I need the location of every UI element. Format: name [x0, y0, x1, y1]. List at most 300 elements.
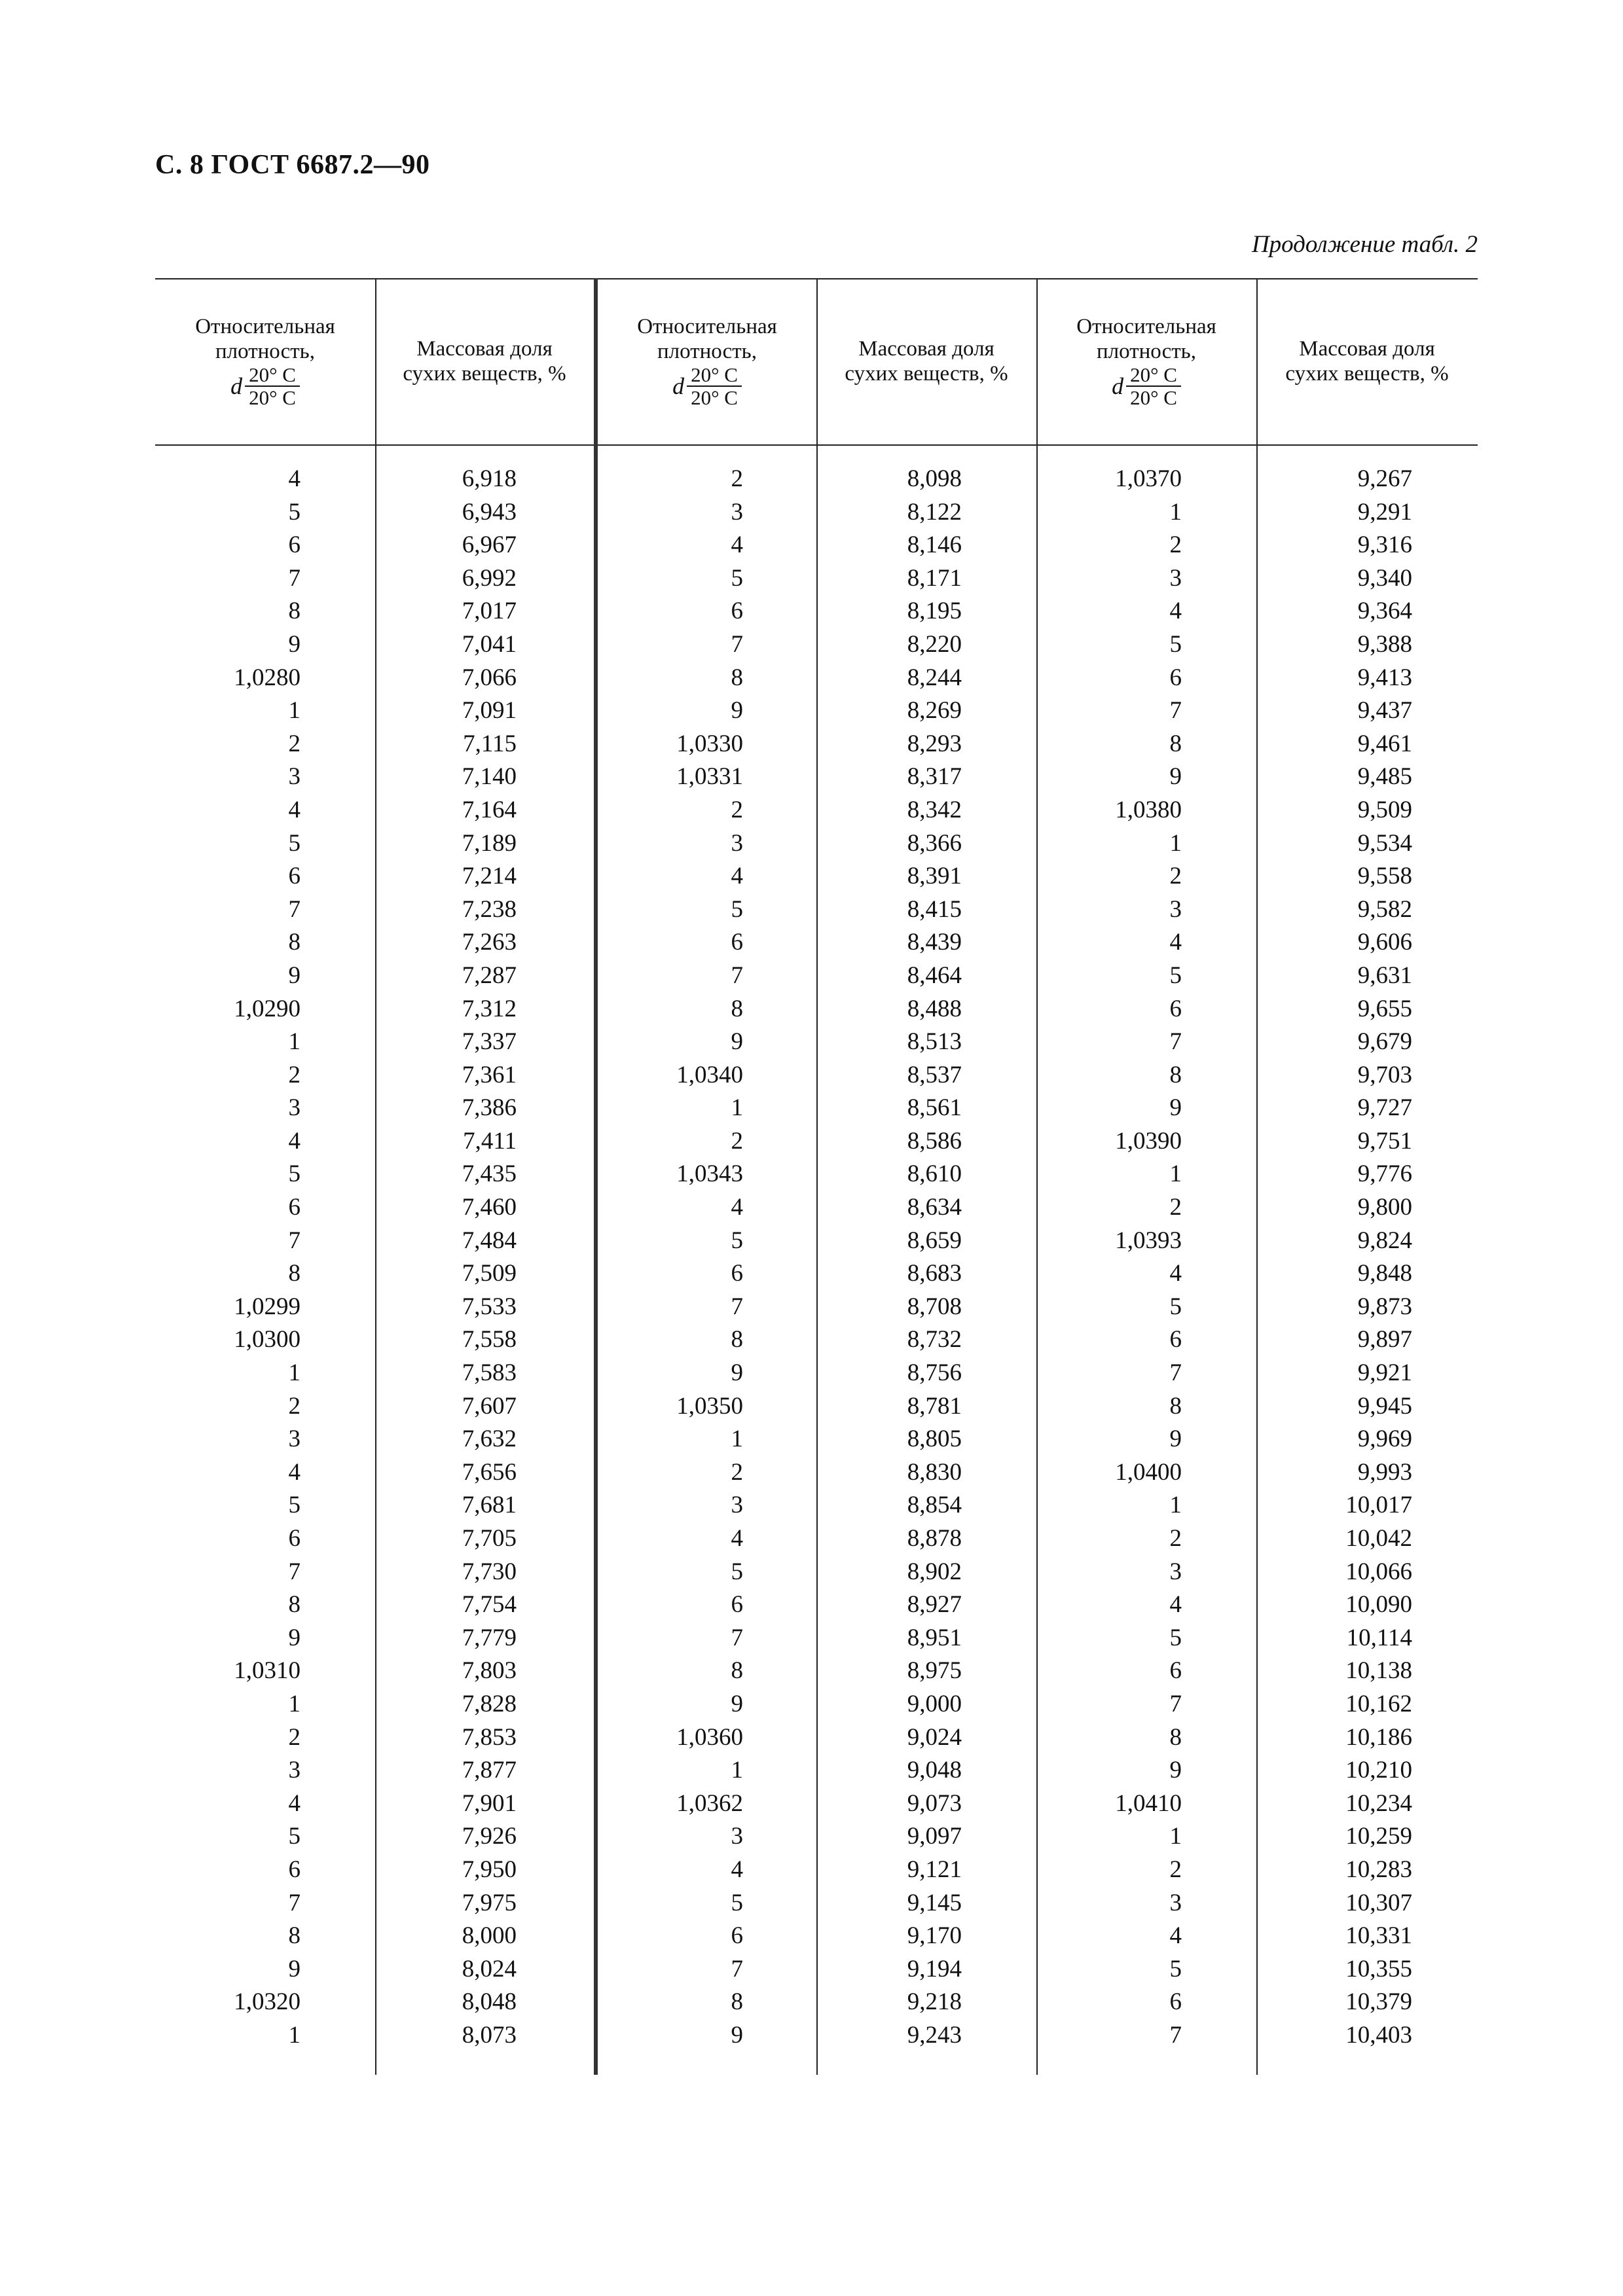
density-cell: 8 [288, 929, 301, 956]
density-cell: 5 [1169, 1955, 1182, 1982]
density-cell: 7 [731, 961, 743, 989]
mass-cell: 7,632 [462, 1426, 517, 1453]
density-cell: 5 [731, 1558, 743, 1585]
mass-cell: 9,461 [1357, 730, 1412, 757]
density-column-1 [155, 463, 301, 2053]
density-cell: 1,0362 [676, 1789, 743, 1817]
density-cell: 6 [1169, 995, 1182, 1022]
mass-cell: 8,659 [907, 1227, 962, 1254]
density-cell: 9 [1169, 1757, 1182, 1784]
density-cell: 2 [1169, 1525, 1182, 1552]
mass-cell: 7,361 [462, 1061, 517, 1088]
header-density-2 [598, 278, 816, 444]
mass-cell: 9,655 [1357, 995, 1412, 1022]
mass-cell: 8,317 [907, 763, 962, 791]
density-cell: 1,0331 [676, 763, 743, 791]
density-cell: 6 [1169, 1657, 1182, 1685]
density-cell: 1 [288, 1028, 301, 1056]
density-cell: 1,0380 [1115, 796, 1182, 823]
mass-cell: 7,877 [462, 1757, 517, 1784]
mass-cell: 8,269 [907, 697, 962, 725]
mass-cell: 8,195 [907, 598, 962, 625]
density-cell: 4 [731, 1525, 743, 1552]
density-cell: 3 [1169, 1558, 1182, 1585]
mass-cell: 10,331 [1345, 1922, 1412, 1950]
density-cell: 4 [1169, 1922, 1182, 1950]
mass-cell: 9,145 [907, 1889, 962, 1916]
density-cell: 3 [731, 829, 743, 857]
mass-cell: 8,878 [907, 1525, 962, 1552]
density-cell: 5 [288, 1492, 301, 1519]
header-density-1 [155, 278, 375, 444]
density-cell: 5 [1169, 1293, 1182, 1320]
mass-cell: 7,189 [462, 829, 517, 857]
mass-cell: 9,316 [1357, 531, 1412, 559]
mass-cell: 7,975 [462, 1889, 517, 1916]
mass-cell: 7,263 [462, 929, 517, 956]
density-cell: 6 [288, 1194, 301, 1221]
mass-cell: 9,170 [907, 1922, 962, 1950]
mass-cell: 8,805 [907, 1426, 962, 1453]
mass-cell: 9,945 [1357, 1392, 1412, 1420]
density-cell: 1 [1169, 1823, 1182, 1850]
density-symbol [230, 364, 300, 408]
mass-cell: 8,951 [907, 1624, 962, 1651]
density-cell: 1 [1169, 829, 1182, 857]
density-cell: 7 [288, 1889, 301, 1916]
density-cell: 8 [731, 1988, 743, 2016]
density-cell: 7 [288, 1558, 301, 1585]
mass-cell: 7,730 [462, 1558, 517, 1585]
density-cell: 3 [1169, 564, 1182, 592]
density-cell: 3 [1169, 895, 1182, 923]
density-cell: 2 [731, 796, 743, 823]
fraction-denominator: 20° C [249, 386, 296, 409]
density-cell: 5 [1169, 961, 1182, 989]
mass-cell: 9,000 [907, 1690, 962, 1717]
header-density-label: Относительная [637, 315, 777, 338]
mass-cell: 9,218 [907, 1988, 962, 2016]
density-cell: 5 [1169, 630, 1182, 658]
density-cell: 1 [288, 697, 301, 725]
density-cell: 4 [288, 796, 301, 823]
density-cell: 1,0299 [234, 1293, 301, 1320]
mass-cell: 8,464 [907, 961, 962, 989]
mass-cell: 9,388 [1357, 630, 1412, 658]
mass-cell: 9,413 [1357, 664, 1412, 691]
mass-cell: 7,583 [462, 1359, 517, 1387]
mass-cell: 8,683 [907, 1260, 962, 1287]
density-cell: 9 [731, 2021, 743, 2049]
mass-cell: 9,509 [1357, 796, 1412, 823]
density-cell: 5 [731, 564, 743, 592]
mass-cell: 7,656 [462, 1458, 517, 1486]
density-cell: 2 [1169, 863, 1182, 890]
density-cell: 7 [1169, 2021, 1182, 2049]
mass-cell: 8,220 [907, 630, 962, 658]
mass-cell: 8,439 [907, 929, 962, 956]
table-caption: Продолжение табл. 2 [1251, 231, 1478, 258]
header-mass-label: Массовая доля [416, 337, 553, 361]
mass-cell: 9,121 [907, 1856, 962, 1883]
mass-cell: 7,779 [462, 1624, 517, 1651]
mass-cell: 7,853 [462, 1723, 517, 1751]
mass-cell: 8,634 [907, 1194, 962, 1221]
mass-cell: 6,943 [462, 498, 517, 526]
density-cell: 3 [288, 1426, 301, 1453]
mass-column-1 [375, 463, 517, 2053]
density-cell: 1,0340 [676, 1061, 743, 1088]
mass-cell: 8,830 [907, 1458, 962, 1486]
density-cell: 9 [1169, 1426, 1182, 1453]
mass-cell: 7,041 [462, 630, 517, 658]
mass-cell: 7,337 [462, 1028, 517, 1056]
mass-cell: 9,679 [1357, 1028, 1412, 1056]
mass-cell: 8,537 [907, 1061, 962, 1088]
mass-cell: 7,926 [462, 1823, 517, 1850]
mass-cell: 7,705 [462, 1525, 517, 1552]
mass-cell: 9,776 [1357, 1160, 1412, 1188]
mass-cell: 9,897 [1357, 1326, 1412, 1354]
density-cell: 7 [731, 630, 743, 658]
fraction-numerator: 20° C [1126, 364, 1181, 387]
fraction-numerator: 20° C [687, 364, 742, 387]
density-cell: 5 [731, 1889, 743, 1916]
density-cell: 6 [1169, 664, 1182, 691]
mass-cell: 7,411 [463, 1127, 517, 1155]
density-cell: 5 [288, 498, 301, 526]
mass-cell: 7,435 [462, 1160, 517, 1188]
density-cell: 5 [288, 829, 301, 857]
density-cell: 1,0370 [1115, 465, 1182, 492]
mass-cell: 8,171 [907, 564, 962, 592]
mass-cell: 7,484 [462, 1227, 517, 1254]
mass-cell: 6,992 [462, 564, 517, 592]
mass-cell: 8,293 [907, 730, 962, 757]
density-cell: 8 [731, 1657, 743, 1685]
mass-cell: 8,561 [907, 1094, 962, 1122]
density-cell: 6 [731, 1260, 743, 1287]
density-cell: 7 [1169, 1359, 1182, 1387]
header-density-label: Относительная [1076, 315, 1216, 338]
mass-cell: 8,366 [907, 829, 962, 857]
density-cell: 7 [731, 1293, 743, 1320]
header-mass-2 [816, 278, 1036, 444]
header-mass-label: сухих веществ, % [403, 362, 566, 386]
mass-cell: 7,386 [462, 1094, 517, 1122]
header-density-label: плотность, [215, 340, 315, 363]
mass-cell: 9,097 [907, 1823, 962, 1850]
mass-cell: 7,164 [462, 796, 517, 823]
density-cell: 9 [288, 630, 301, 658]
density-cell: 1,0330 [676, 730, 743, 757]
density-cell: 1 [731, 1094, 743, 1122]
fraction-denominator: 20° C [1130, 386, 1177, 409]
mass-cell: 8,024 [462, 1955, 517, 1982]
fraction-denominator: 20° C [691, 386, 738, 409]
density-cell: 9 [1169, 763, 1182, 791]
mass-cell: 8,000 [462, 1922, 517, 1950]
mass-cell: 9,582 [1357, 895, 1412, 923]
density-cell: 7 [1169, 1028, 1182, 1056]
density-cell: 1 [731, 1757, 743, 1784]
mass-cell: 7,533 [462, 1293, 517, 1320]
density-cell: 9 [288, 1624, 301, 1651]
density-cell: 6 [1169, 1326, 1182, 1354]
density-cell: 9 [1169, 1094, 1182, 1122]
density-cell: 7 [1169, 1690, 1182, 1717]
mass-cell: 10,017 [1345, 1492, 1412, 1519]
density-cell: 7 [288, 564, 301, 592]
mass-cell: 8,342 [907, 796, 962, 823]
density-cell: 8 [288, 1591, 301, 1619]
mass-cell: 7,558 [462, 1326, 517, 1354]
header-density-3 [1036, 278, 1256, 444]
density-cell: 8 [731, 664, 743, 691]
density-cell: 1,0290 [234, 995, 301, 1022]
fraction-numerator: 20° C [245, 364, 300, 387]
mass-cell: 10,090 [1345, 1591, 1412, 1619]
mass-cell: 6,918 [462, 465, 517, 492]
mass-cell: 6,967 [462, 531, 517, 559]
mass-column-2 [816, 463, 962, 2053]
density-cell: 3 [731, 1823, 743, 1850]
mass-cell: 9,048 [907, 1757, 962, 1784]
density-table [155, 278, 1478, 2075]
density-cell: 4 [731, 531, 743, 559]
density-cell: 1,0350 [676, 1392, 743, 1420]
density-cell: 1,0393 [1115, 1227, 1182, 1254]
mass-cell: 7,017 [462, 598, 517, 625]
header-mass-label: Массовая доля [858, 337, 994, 361]
mass-cell: 10,162 [1345, 1690, 1412, 1717]
density-cell: 2 [288, 1723, 301, 1751]
density-cell: 7 [731, 1624, 743, 1651]
density-cell: 9 [731, 1359, 743, 1387]
density-cell: 4 [1169, 1591, 1182, 1619]
mass-column-3 [1256, 463, 1412, 2053]
mass-cell: 9,024 [907, 1723, 962, 1751]
density-cell: 2 [731, 1127, 743, 1155]
mass-cell: 9,824 [1357, 1227, 1412, 1254]
mass-cell: 9,993 [1357, 1458, 1412, 1486]
density-cell: 2 [288, 1061, 301, 1088]
density-cell: 5 [731, 1227, 743, 1254]
density-cell: 6 [731, 929, 743, 956]
density-cell: 4 [731, 1194, 743, 1221]
mass-cell: 10,138 [1345, 1657, 1412, 1685]
header-density-label: плотность, [1097, 340, 1196, 363]
density-cell: 5 [288, 1823, 301, 1850]
mass-cell: 9,727 [1357, 1094, 1412, 1122]
density-cell: 4 [731, 1856, 743, 1883]
mass-cell: 8,244 [907, 664, 962, 691]
header-mass-label: Массовая доля [1299, 337, 1435, 361]
density-cell: 1 [731, 1426, 743, 1453]
header-density-label: плотность, [657, 340, 757, 363]
mass-cell: 7,140 [462, 763, 517, 791]
density-cell: 1,0280 [234, 664, 301, 691]
mass-cell: 7,803 [462, 1657, 517, 1685]
density-cell: 1 [288, 1690, 301, 1717]
density-cell: 1,0400 [1115, 1458, 1182, 1486]
density-cell: 1 [1169, 498, 1182, 526]
density-column-3 [1036, 463, 1182, 2053]
density-symbol [672, 364, 742, 408]
mass-cell: 8,098 [907, 465, 962, 492]
mass-cell: 8,122 [907, 498, 962, 526]
density-cell: 3 [288, 763, 301, 791]
mass-cell: 7,509 [462, 1260, 517, 1287]
density-symbol [1112, 364, 1181, 408]
mass-cell: 10,403 [1345, 2021, 1412, 2049]
density-cell: 6 [288, 1525, 301, 1552]
mass-cell: 8,391 [907, 863, 962, 890]
mass-cell: 8,073 [462, 2021, 517, 2049]
header-mass-1 [375, 278, 594, 444]
density-cell: 1 [1169, 1160, 1182, 1188]
density-cell: 4 [288, 1127, 301, 1155]
mass-cell: 7,950 [462, 1856, 517, 1883]
mass-cell: 9,606 [1357, 929, 1412, 956]
mass-cell: 10,259 [1345, 1823, 1412, 1850]
mass-cell: 7,214 [462, 863, 517, 890]
density-cell: 1,0410 [1115, 1789, 1182, 1817]
mass-cell: 9,243 [907, 2021, 962, 2049]
density-cell: 9 [288, 1955, 301, 1982]
mass-cell: 8,756 [907, 1359, 962, 1387]
density-cell: 4 [288, 465, 301, 492]
density-cell: 4 [1169, 598, 1182, 625]
density-cell: 4 [1169, 929, 1182, 956]
mass-cell: 10,066 [1345, 1558, 1412, 1585]
mass-cell: 9,703 [1357, 1061, 1412, 1088]
density-cell: 2 [288, 1392, 301, 1420]
mass-cell: 10,210 [1345, 1757, 1412, 1784]
mass-cell: 8,927 [907, 1591, 962, 1619]
header-density-label: Относительная [195, 315, 335, 338]
mass-cell: 9,340 [1357, 564, 1412, 592]
mass-cell: 10,379 [1345, 1988, 1412, 2016]
density-cell: 2 [1169, 1194, 1182, 1221]
mass-cell: 8,610 [907, 1160, 962, 1188]
density-symbol-letter: d [230, 373, 243, 399]
temperature-fraction [687, 364, 742, 408]
density-column-2 [598, 463, 743, 2053]
mass-cell: 9,751 [1357, 1127, 1412, 1155]
mass-cell: 8,708 [907, 1293, 962, 1320]
mass-cell: 7,312 [462, 995, 517, 1022]
density-cell: 3 [288, 1094, 301, 1122]
mass-cell: 10,307 [1345, 1889, 1412, 1916]
mass-cell: 7,066 [462, 664, 517, 691]
density-cell: 9 [288, 961, 301, 989]
mass-cell: 8,513 [907, 1028, 962, 1056]
density-cell: 2 [731, 465, 743, 492]
mass-cell: 8,975 [907, 1657, 962, 1685]
mass-cell: 9,437 [1357, 697, 1412, 725]
density-cell: 3 [731, 498, 743, 526]
mass-cell: 8,854 [907, 1492, 962, 1519]
mass-cell: 9,969 [1357, 1426, 1412, 1453]
density-cell: 4 [731, 863, 743, 890]
mass-cell: 9,194 [907, 1955, 962, 1982]
mass-cell: 8,781 [907, 1392, 962, 1420]
mass-cell: 9,848 [1357, 1260, 1412, 1287]
density-cell: 6 [1169, 1988, 1182, 2016]
density-cell: 5 [288, 1160, 301, 1188]
mass-cell: 7,681 [462, 1492, 517, 1519]
mass-cell: 10,042 [1345, 1525, 1412, 1552]
mass-cell: 7,754 [462, 1591, 517, 1619]
density-cell: 1,0300 [234, 1326, 301, 1354]
mass-cell: 9,631 [1357, 961, 1412, 989]
mass-cell: 7,607 [462, 1392, 517, 1420]
density-cell: 8 [1169, 1723, 1182, 1751]
density-cell: 8 [288, 1260, 301, 1287]
density-cell: 1,0360 [676, 1723, 743, 1751]
mass-cell: 9,485 [1357, 763, 1412, 791]
mass-cell: 9,921 [1357, 1359, 1412, 1387]
density-cell: 4 [1169, 1260, 1182, 1287]
density-cell: 2 [731, 1458, 743, 1486]
mass-cell: 9,534 [1357, 829, 1412, 857]
mass-cell: 9,267 [1357, 465, 1412, 492]
density-cell: 3 [731, 1492, 743, 1519]
mass-cell: 7,091 [462, 697, 517, 725]
density-cell: 8 [288, 1922, 301, 1950]
temperature-fraction [1126, 364, 1181, 408]
mass-cell: 7,901 [462, 1789, 517, 1817]
density-cell: 2 [1169, 1856, 1182, 1883]
mass-cell: 7,460 [462, 1194, 517, 1221]
density-cell: 6 [731, 1591, 743, 1619]
density-cell: 6 [731, 1922, 743, 1950]
mass-cell: 8,902 [907, 1558, 962, 1585]
mass-cell: 9,558 [1357, 863, 1412, 890]
density-cell: 2 [288, 730, 301, 757]
density-cell: 1 [288, 2021, 301, 2049]
mass-cell: 9,800 [1357, 1194, 1412, 1221]
density-cell: 9 [731, 1690, 743, 1717]
density-cell: 6 [288, 531, 301, 559]
mass-cell: 10,355 [1345, 1955, 1412, 1982]
density-cell: 4 [288, 1458, 301, 1486]
mass-cell: 8,586 [907, 1127, 962, 1155]
density-cell: 2 [1169, 531, 1182, 559]
density-cell: 8 [731, 995, 743, 1022]
density-cell: 5 [731, 895, 743, 923]
mass-cell: 8,146 [907, 531, 962, 559]
mass-cell: 9,073 [907, 1789, 962, 1817]
density-cell: 9 [731, 697, 743, 725]
density-cell: 9 [731, 1028, 743, 1056]
density-cell: 7 [288, 895, 301, 923]
density-symbol-letter: d [1112, 373, 1124, 399]
header-mass-label: сухих веществ, % [845, 362, 1008, 386]
mass-cell: 8,732 [907, 1326, 962, 1354]
density-cell: 8 [1169, 1392, 1182, 1420]
page-header: С. 8 ГОСТ 6687.2—90 [155, 150, 430, 180]
density-cell: 3 [1169, 1889, 1182, 1916]
mass-cell: 9,364 [1357, 598, 1412, 625]
density-cell: 7 [1169, 697, 1182, 725]
density-symbol-letter: d [672, 373, 685, 399]
mass-cell: 9,873 [1357, 1293, 1412, 1320]
density-cell: 1 [288, 1359, 301, 1387]
temperature-fraction [245, 364, 300, 408]
mass-cell: 9,291 [1357, 498, 1412, 526]
